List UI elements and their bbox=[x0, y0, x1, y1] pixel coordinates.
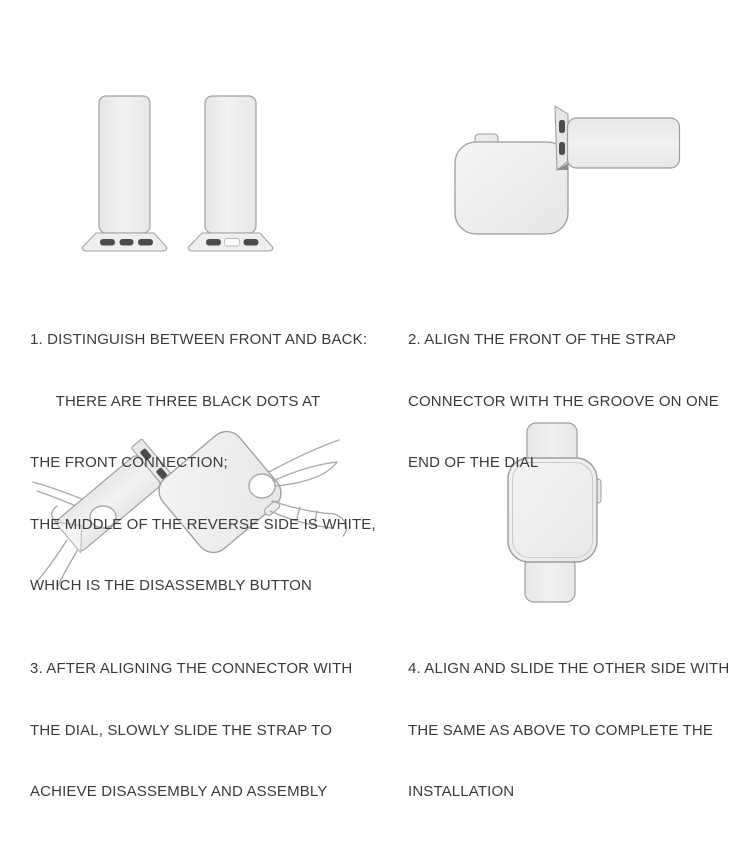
step-3-instructions bbox=[30, 618, 390, 844]
reverse-dot-right bbox=[244, 239, 259, 246]
instruction-line: THE MIDDLE OF THE REVERSE SIDE IS WHITE, bbox=[30, 515, 376, 533]
instruction-line: 3. AFTER ALIGNING THE CONNECTOR WITH bbox=[30, 660, 353, 677]
instruction-line: INSTALLATION bbox=[408, 783, 515, 800]
watch-body-back bbox=[455, 142, 568, 234]
strap-horizontal bbox=[568, 118, 680, 168]
strap-front bbox=[82, 96, 166, 251]
instruction-line: THE FRONT CONNECTION; bbox=[30, 454, 228, 471]
instruction-line: THERE ARE THREE BLACK DOTS AT bbox=[30, 392, 321, 410]
instruction-line: CONNECTOR WITH THE GROOVE ON ONE bbox=[408, 392, 719, 410]
instruction-line: END OF THE DIAL bbox=[408, 454, 539, 471]
front-dot-2 bbox=[120, 239, 134, 246]
step-1-instructions bbox=[30, 289, 390, 638]
blade-dot-1 bbox=[559, 120, 565, 133]
instruction-line: 1. DISTINGUISH BETWEEN FRONT AND BACK: bbox=[30, 331, 368, 348]
step1-illustration bbox=[60, 70, 300, 270]
step2-illustration bbox=[450, 100, 690, 240]
instruction-line: WHICH IS THE DISASSEMBLY BUTTON bbox=[30, 577, 312, 594]
instruction-line: THE SAME AS ABOVE TO COMPLETE THE bbox=[408, 721, 714, 739]
reverse-dot-left bbox=[206, 239, 221, 246]
instruction-line: THE DIAL, SLOWLY SLIDE THE STRAP TO bbox=[30, 721, 333, 739]
strap-connector-blade bbox=[555, 106, 568, 170]
two-straps-graphic bbox=[60, 70, 300, 270]
align-connector-graphic bbox=[450, 100, 690, 240]
strap-reverse bbox=[188, 96, 272, 251]
instruction-line: ACHIEVE DISASSEMBLY AND ASSEMBLY bbox=[30, 783, 328, 800]
instruction-line: 4. ALIGN AND SLIDE THE OTHER SIDE WITH bbox=[408, 660, 730, 677]
front-dot-1 bbox=[100, 239, 115, 246]
step-2-instructions bbox=[408, 289, 738, 515]
bottom-strap bbox=[525, 557, 575, 602]
instruction-line: 2. ALIGN THE FRONT OF THE STRAP bbox=[408, 331, 677, 348]
disassembly-button bbox=[225, 239, 240, 247]
step-4-instructions bbox=[408, 618, 738, 844]
front-dot-3 bbox=[138, 239, 153, 246]
blade-dot-2 bbox=[559, 142, 565, 155]
